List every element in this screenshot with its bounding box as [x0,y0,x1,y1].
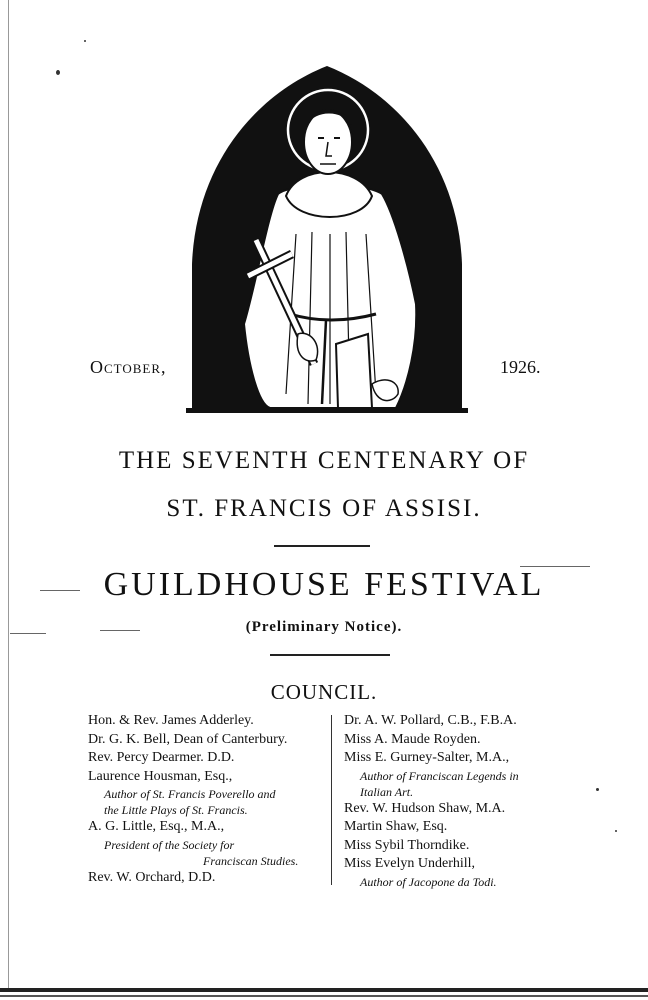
issue-year: 1926. [500,357,541,377]
council-member: A. G. Little, Esq., M.A., [88,819,225,834]
council-member: Laurence Housman, Esq., [88,768,233,784]
title-line-1: THE SEVENTH CENTENARY OF [118,447,530,474]
council-member-note: Author of Jacopone da Todi. [360,874,497,889]
divider-rule [274,545,370,547]
page-bottom-border-inner [0,995,648,997]
print-speck [615,830,617,832]
council-member: Miss Sybil Thorndike. [344,837,470,853]
column-divider [331,715,332,885]
council-member: Martin Shaw, Esq. [344,819,448,834]
print-speck [596,788,599,791]
council-member: Miss A. Maude Royden. [344,731,481,747]
title-line-2: ST. FRANCIS OF ASSISI. [166,495,482,522]
council-member-note: Author of St. Francis Poverello and [104,787,276,801]
council-member: Hon. & Rev. James Adderley. [88,713,254,728]
divider-rule [270,654,390,656]
council-member: Dr. G. K. Bell, Dean of Canterbury. [88,731,288,747]
council-member: Rev. Percy Dearmer. D.D. [88,750,235,765]
council-member: Dr. A. W. Pollard, C.B., F.B.A. [344,713,517,728]
print-speck [56,70,60,75]
council-member-note: Franciscan Studies. [203,853,299,868]
council-member: Miss E. Gurney-Salter, M.A., [344,750,510,765]
council-member: Rev. W. Orchard, D.D. [88,869,216,885]
festival-title: GUILDHOUSE FESTIVAL [103,566,545,603]
council-column-right [344,712,584,890]
council-heading: COUNCIL. [270,680,378,704]
council-member: Rev. W. Hudson Shaw, M.A. [344,800,506,816]
council-member: Miss Evelyn Underhill, [344,856,476,871]
page-edge [8,0,9,988]
st-francis-illustration [186,64,468,416]
council-member-note: President of the Society for [104,837,235,852]
council-member-note: Author of Franciscan Legends in [360,768,519,783]
council-column-left [88,712,330,887]
issue-month: October, [90,357,167,377]
print-speck [84,40,86,42]
page-bottom-border [0,988,648,992]
council-member-note: Italian Art. [360,784,414,799]
council-member-note: the Little Plays of St. Francis. [104,803,248,817]
festival-subtitle: (Preliminary Notice). [245,619,403,635]
